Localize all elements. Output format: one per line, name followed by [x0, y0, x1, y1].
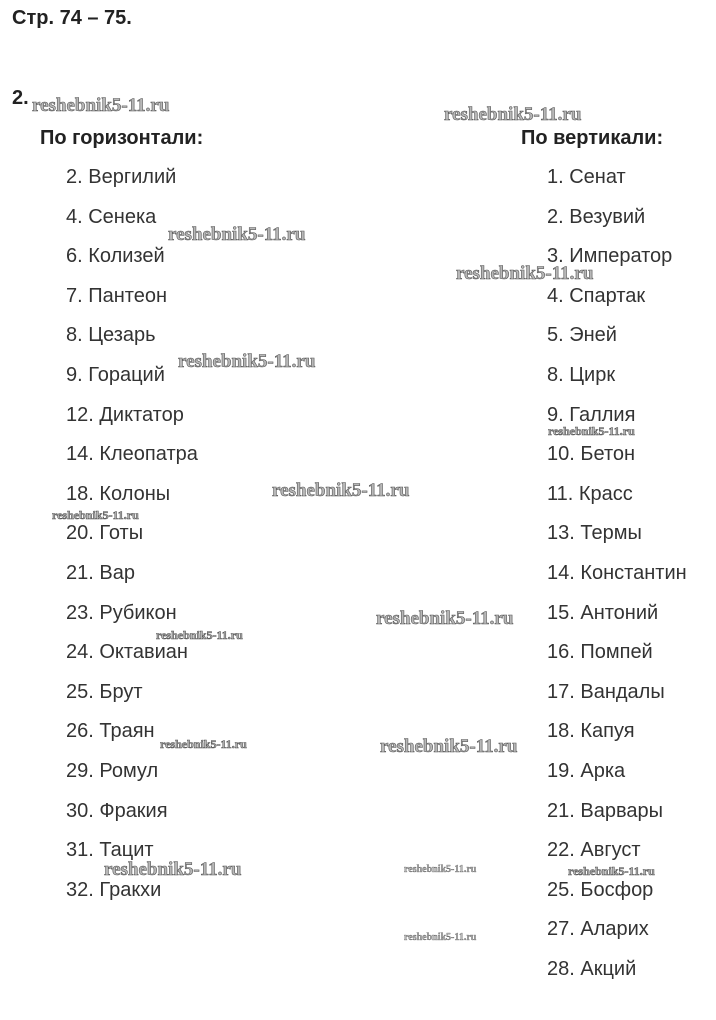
vertical-answer: 19. Арка — [547, 759, 626, 782]
vertical-answers-list — [547, 163, 687, 994]
task-number: 2. — [12, 87, 29, 109]
vertical-heading: По вертикали: — [521, 127, 664, 149]
vertical-answer: 27. Аларих — [547, 918, 649, 941]
horizontal-answer: 8. Цезарь — [66, 324, 156, 347]
vertical-answer: 25. Босфор — [547, 878, 654, 901]
vertical-answer: 16. Помпей — [547, 641, 653, 664]
watermark: reshebnik5-11.ru — [168, 224, 306, 245]
vertical-answer: 1. Сенат — [547, 166, 626, 188]
watermark: reshebnik5-11.ru — [456, 263, 594, 284]
horizontal-answer: 4. Сенека — [66, 205, 157, 228]
horizontal-answer: 18. Колоны — [66, 482, 171, 505]
vertical-answer: 17. Вандалы — [547, 680, 665, 703]
horizontal-answer: 32. Гракхи — [66, 878, 162, 901]
vertical-answer: 18. Капуя — [547, 720, 635, 743]
horizontal-answer: 25. Брут — [66, 680, 143, 703]
watermark: reshebnik5-11.ru — [32, 95, 170, 116]
horizontal-answer: 20. Готы — [66, 522, 144, 545]
vertical-answer: 10. Бетон — [547, 443, 636, 466]
horizontal-answer: 23. Рубикон — [66, 601, 177, 624]
vertical-answer: 14. Константин — [547, 561, 687, 584]
vertical-answer: 28. Акций — [547, 957, 637, 980]
vertical-answer: 11. Красс — [547, 482, 633, 505]
watermark: reshebnik5-11.ru — [178, 351, 316, 372]
watermark: reshebnik5-11.ru — [404, 864, 477, 875]
vertical-answer: 22. Август — [547, 839, 641, 862]
horizontal-heading: По горизонтали: — [40, 127, 204, 149]
watermark: reshebnik5-11.ru — [104, 859, 242, 880]
vertical-answer: 9. Галлия — [547, 403, 636, 426]
horizontal-answer: 21. Вар — [66, 561, 135, 584]
watermark: reshebnik5-11.ru — [444, 104, 582, 125]
horizontal-answer: 9. Гораций — [66, 363, 165, 386]
watermark: reshebnik5-11.ru — [404, 932, 477, 943]
vertical-answer: 15. Антоний — [547, 601, 659, 624]
watermark: reshebnik5-11.ru — [52, 508, 139, 522]
horizontal-answer: 12. Диктатор — [66, 403, 184, 426]
vertical-answer: 21. Варвары — [547, 799, 663, 822]
horizontal-answer: 29. Ромул — [66, 759, 159, 782]
vertical-answer: 13. Термы — [547, 522, 642, 545]
vertical-answer: 2. Везувий — [547, 205, 646, 228]
horizontal-answer: 7. Пантеон — [66, 284, 168, 307]
vertical-answer: 3. Император — [547, 245, 673, 268]
horizontal-answer: 24. Октавиан — [66, 641, 188, 664]
watermark: reshebnik5-11.ru — [272, 480, 410, 501]
page-title: Стр. 74 – 75. — [12, 7, 132, 29]
horizontal-answer: 30. Фракия — [66, 799, 168, 822]
horizontal-answer: 31. Тацит — [66, 839, 154, 862]
watermark: reshebnik5-11.ru — [548, 424, 635, 438]
watermark: reshebnik5-11.ru — [376, 608, 514, 629]
horizontal-answer: 6. Колизей — [66, 245, 165, 268]
watermark: reshebnik5-11.ru — [380, 736, 518, 757]
watermark: reshebnik5-11.ru — [156, 628, 243, 642]
vertical-answer: 4. Спартак — [547, 284, 646, 307]
vertical-answer: 8. Цирк — [547, 363, 616, 386]
horizontal-answers-list — [66, 163, 198, 915]
horizontal-answer: 2. Вергилий — [66, 166, 177, 188]
vertical-answer: 5. Эней — [547, 324, 617, 347]
horizontal-answer: 14. Клеопатра — [66, 443, 198, 466]
horizontal-answer: 26. Траян — [66, 720, 155, 743]
watermark: reshebnik5-11.ru — [160, 737, 247, 751]
watermark: reshebnik5-11.ru — [568, 864, 655, 878]
